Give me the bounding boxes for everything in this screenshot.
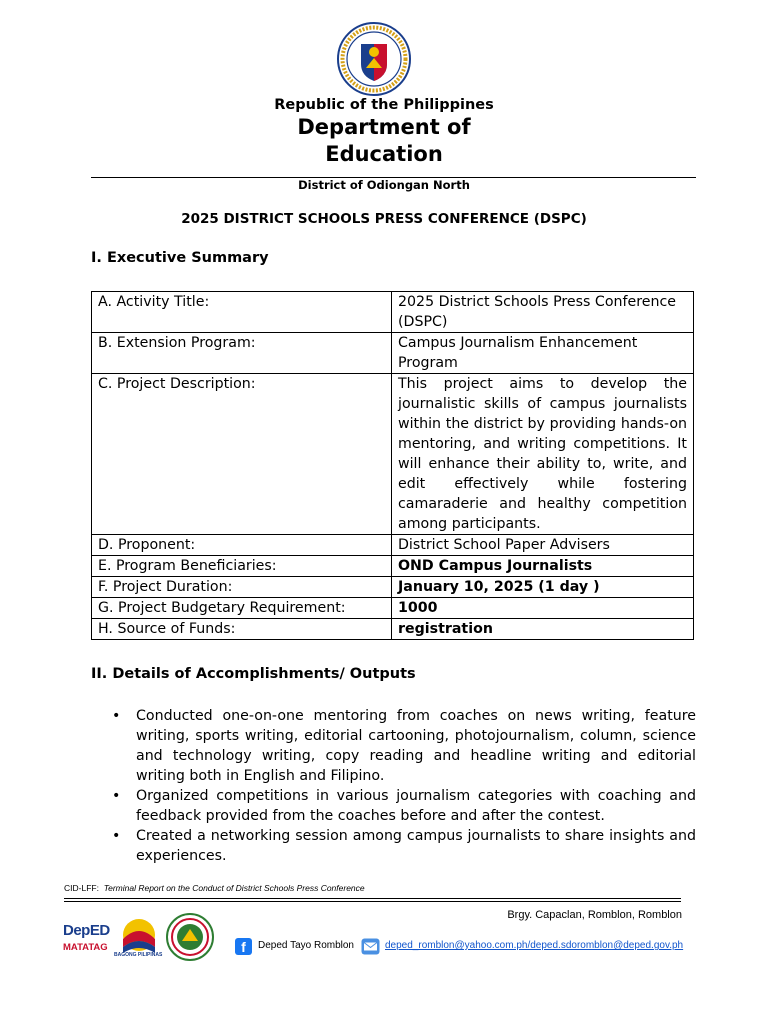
table-row bbox=[92, 333, 694, 374]
cid-code: CID-LFF: bbox=[64, 883, 99, 893]
section-heading-executive-summary: I. Executive Summary bbox=[91, 250, 269, 266]
bullet-icon: • bbox=[112, 708, 121, 724]
table-row bbox=[92, 556, 694, 577]
table-row bbox=[92, 535, 694, 556]
division-seal-icon bbox=[166, 913, 214, 961]
district-name: District of Odiongan North bbox=[298, 178, 470, 192]
table-row bbox=[92, 619, 694, 640]
deped-seal-icon bbox=[337, 22, 411, 96]
department-name bbox=[0, 114, 768, 168]
list-item bbox=[112, 706, 696, 786]
list-item-text: Organized competitions in various journalism categories with coaching and feedback provided from the coaches before and after the contest. bbox=[136, 788, 696, 824]
row-value: District School Paper Advisers bbox=[392, 535, 694, 556]
bullet-icon: • bbox=[112, 828, 121, 844]
mail-icon bbox=[361, 938, 380, 955]
department-line-1: Department of bbox=[297, 115, 471, 139]
row-value: 1000 bbox=[392, 598, 694, 619]
cid-text: Terminal Report on the Conduct of District Schools Press Conference bbox=[103, 883, 365, 893]
accomplishments-list bbox=[112, 706, 696, 866]
list-item bbox=[112, 826, 696, 866]
table-row bbox=[92, 292, 694, 333]
row-label: D. Proponent: bbox=[92, 535, 392, 556]
department-line-2: Education bbox=[325, 142, 443, 166]
table-row bbox=[92, 598, 694, 619]
email-link[interactable]: deped_romblon@yahoo.com.ph/deped.sdoromblon@deped.gov.ph bbox=[385, 940, 684, 951]
row-value: January 10, 2025 (1 day ) bbox=[392, 577, 694, 598]
footer-rule bbox=[64, 901, 681, 902]
row-label: A. Activity Title: bbox=[92, 292, 392, 333]
row-label: E. Program Beneficiaries: bbox=[92, 556, 392, 577]
row-value: 2025 District Schools Press Conference (DSPC) bbox=[392, 292, 694, 333]
footer-address: Brgy. Capaclan, Romblon, Romblon bbox=[507, 909, 682, 921]
executive-summary-table bbox=[91, 291, 694, 640]
row-label: G. Project Budgetary Requirement: bbox=[92, 598, 392, 619]
bullet-icon: • bbox=[112, 788, 121, 804]
facebook-link[interactable]: Deped Tayo Romblon bbox=[258, 940, 354, 951]
table-row bbox=[92, 577, 694, 598]
deped-matatag-logo: DepED bbox=[63, 922, 110, 939]
row-label: B. Extension Program: bbox=[92, 333, 392, 374]
footer-rule bbox=[64, 898, 681, 899]
table-row bbox=[92, 374, 694, 535]
matatag-logo-text: MATATAG bbox=[63, 942, 108, 953]
list-item bbox=[112, 786, 696, 826]
row-value: registration bbox=[392, 619, 694, 640]
section-heading-accomplishments: II. Details of Accomplishments/ Outputs bbox=[91, 666, 416, 682]
row-label: H. Source of Funds: bbox=[92, 619, 392, 640]
row-value: Campus Journalism Enhancement Program bbox=[392, 333, 694, 374]
footer-reference bbox=[64, 883, 365, 893]
row-label: C. Project Description: bbox=[92, 374, 392, 535]
row-label: F. Project Duration: bbox=[92, 577, 392, 598]
republic-line: Republic of the Philippines bbox=[274, 97, 494, 113]
bagong-pilipinas-text: BAGONG PILIPINAS bbox=[114, 952, 163, 958]
facebook-icon: f bbox=[235, 938, 252, 955]
row-value: This project aims to develop the journalistic skills of campus journalists within the district by providing hands-on mentoring, and writing competitions. It will enhance their ability to, write, and edit effectively while fostering camaraderie and healthy competition among participants. bbox=[392, 374, 694, 535]
list-item-text: Conducted one-on-one mentoring from coaches on news writing, feature writing, sports writing, editorial cartooning, photojournalism, column, science and technology writing, copy reading and headline writing and editorial writing both in English and Filipino. bbox=[136, 708, 696, 784]
document-title: 2025 DISTRICT SCHOOLS PRESS CONFERENCE (DSPC) bbox=[181, 211, 587, 227]
row-value: OND Campus Journalists bbox=[392, 556, 694, 577]
list-item-text: Created a networking session among campus journalists to share insights and experiences. bbox=[136, 828, 696, 864]
